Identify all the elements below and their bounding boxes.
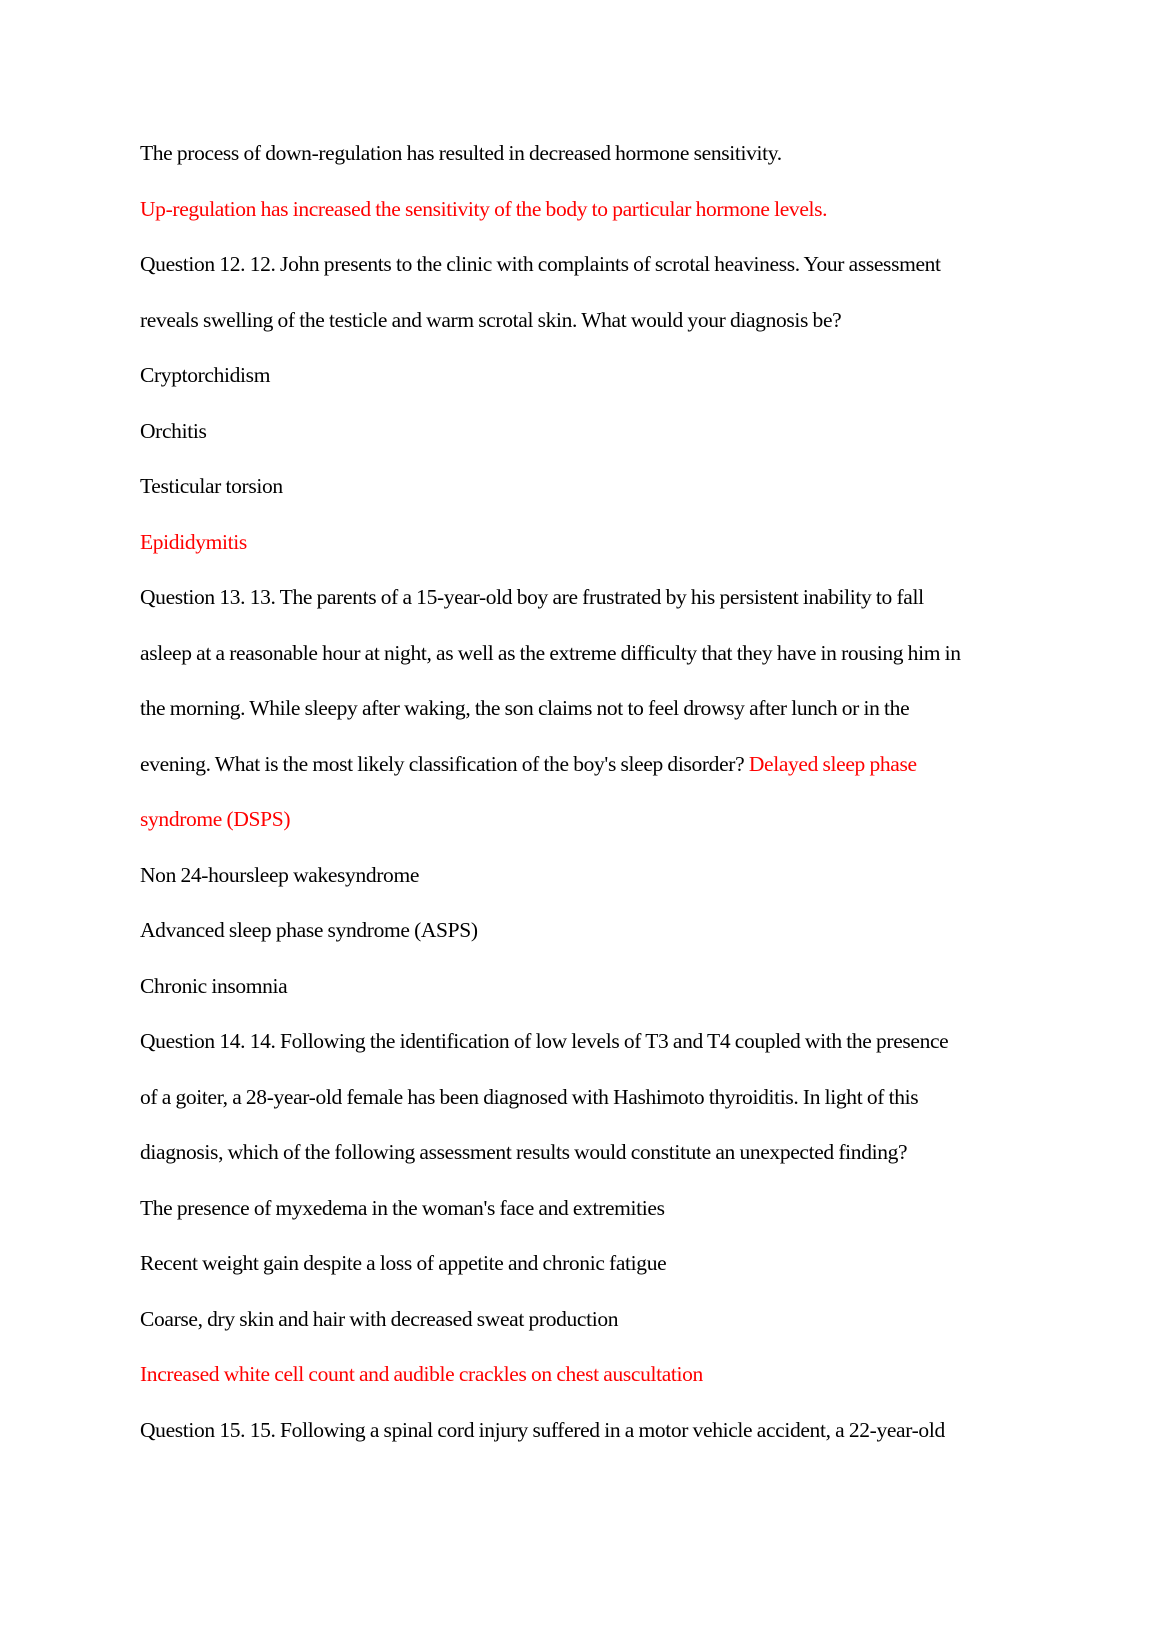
q12-answer-epididymitis: Epididymitis [140,529,247,554]
q13-option-asps: Advanced sleep phase syndrome (ASPS) [140,918,478,942]
q14-answer-white-cell-count: Increased white cell count and audible crackles on chest auscultation [140,1362,703,1386]
q13-option-non-24-hour: Non 24-hoursleep wakesyndrome [140,862,420,887]
document-body [140,126,1020,1458]
q14-question-line-1: Question 14. 14. Following the identification of low levels of T3 and T4 coupled with the presence [140,1029,949,1053]
q14-option-dry-skin: Coarse, dry skin and hair with decreased sweat production [140,1306,619,1331]
q13-question-line-2: asleep at a reasonable hour at night, as well as the extreme difficulty that they have in rousing him in [140,640,961,665]
q14-question-line-2: of a goiter, a 28-year-old female has been diagnosed with Hashimoto thyroiditis. In light of this [140,1084,919,1109]
q13-question-line-4 [140,737,1020,793]
q12-option-orchitis: Orchitis [140,418,207,443]
q14-question-line-3: diagnosis, which of the following assessment results would constitute an unexpected finding? [140,1140,908,1164]
q13-answer-part-1: Delayed sleep phase [748,751,917,776]
q12-question-line-2: reveals swelling of the testicle and warm scrotal skin. What would your diagnosis be? [140,307,842,332]
q15-question-line-1: Question 15. 15. Following a spinal cord injury suffered in a motor vehicle accident, a 22-year-old [140,1417,945,1442]
q13-question-line-3: the morning. While sleepy after waking, the son claims not to feel drowsy after lunch or in the [140,696,910,720]
q12-question-line-1: Question 12. 12. John presents to the clinic with complaints of scrotal heaviness. Your assessment [140,252,941,276]
q12-option-testicular-torsion: Testicular torsion [140,474,283,498]
q11-option-down-regulation: The process of down-regulation has resulted in decreased hormone sensitivity. [140,141,782,165]
q13-question-line-1: Question 13. 13. The parents of a 15-year-old boy are frustrated by his persistent inability to fall [140,585,924,609]
q13-answer-part-2: syndrome (DSPS) [140,807,291,831]
q12-option-cryptorchidism: Cryptorchidism [140,363,271,387]
q14-option-myxedema: The presence of myxedema in the woman's face and extremities [140,1195,665,1220]
q14-option-weight-gain: Recent weight gain despite a loss of appetite and chronic fatigue [140,1251,667,1275]
q11-answer-up-regulation: Up-regulation has increased the sensitivity of the body to particular hormone levels. [140,196,828,221]
q13-question-line-4-text: evening. What is the most likely classification of the boy's sleep disorder? [140,751,745,776]
q13-option-chronic-insomnia: Chronic insomnia [140,973,288,998]
